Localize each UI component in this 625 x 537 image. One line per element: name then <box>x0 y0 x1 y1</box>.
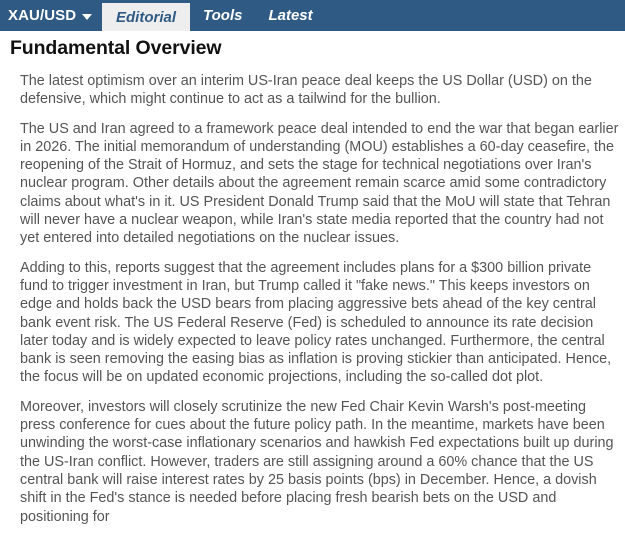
caret-down-icon <box>82 14 92 20</box>
top-nav-bar <box>0 0 625 31</box>
tab-latest[interactable]: Latest <box>268 7 313 24</box>
symbol-label: XAU/USD <box>8 7 77 24</box>
article-paragraph: Moreover, investors will closely scrutinize the new Fed Chair Kevin Warsh's post-meeting press conference for cues about the future policy path. In the meantime, markets have been unwinding the worst-case inflationary scenarios and hawkish Fed expectations built up during the US-Iran conflict. However, traders are still assigning around a 60% chance that the US central bank will raise interest rates by 25 basis points (bps) in December. Hence, a dovish shift in the Fed's stance is needed before placing fresh bearish bets on the USD and positioning for <box>20 398 614 525</box>
article-paragraph: Adding to this, reports suggest that the agreement includes plans for a $300 billion private fund to trigger investment in Iran, but Trump called it "fake news." This keeps investors on edge and holds back the USD bears from placing aggressive bets ahead of the key central bank event risk. The US Federal Reserve (Fed) is scheduled to announce its rate decision later today and is widely expected to leave policy rates unchanged. Furthermore, the central bank is seen removing the easing bias as inflation is proving stickier than anticipated. Hence, the focus will be on updated economic projections, including the so-called dot plot. <box>20 259 612 386</box>
article-body <box>20 72 620 537</box>
article-paragraph: The latest optimism over an interim US-Iran peace deal keeps the US Dollar (USD) on the defensive, which might continue to act as a tailwind for the bullion. <box>20 73 592 108</box>
symbol-dropdown[interactable] <box>0 0 102 31</box>
section-title: Fundamental Overview <box>10 37 222 59</box>
tab-editorial[interactable]: Editorial <box>102 3 190 31</box>
tab-tools[interactable]: Tools <box>203 7 243 24</box>
article-paragraph: The US and Iran agreed to a framework peace deal intended to end the war that began earlier in 2026. The initial memorandum of understanding (MOU) establishes a 60-day ceasefire, the reopening of the Strait of Hormuz, and sets the stage for technical negotiations over Iran's nuclear program. Other details about the agreement remain scarce amid some contradictory claims about what's in it. US President Donald Trump said that the MoU will state that Tehran will never have a nuclear weapon, while Iran's state media reported that the country had not yet entered into detailed negotiations on the nuclear issues. <box>20 120 619 247</box>
